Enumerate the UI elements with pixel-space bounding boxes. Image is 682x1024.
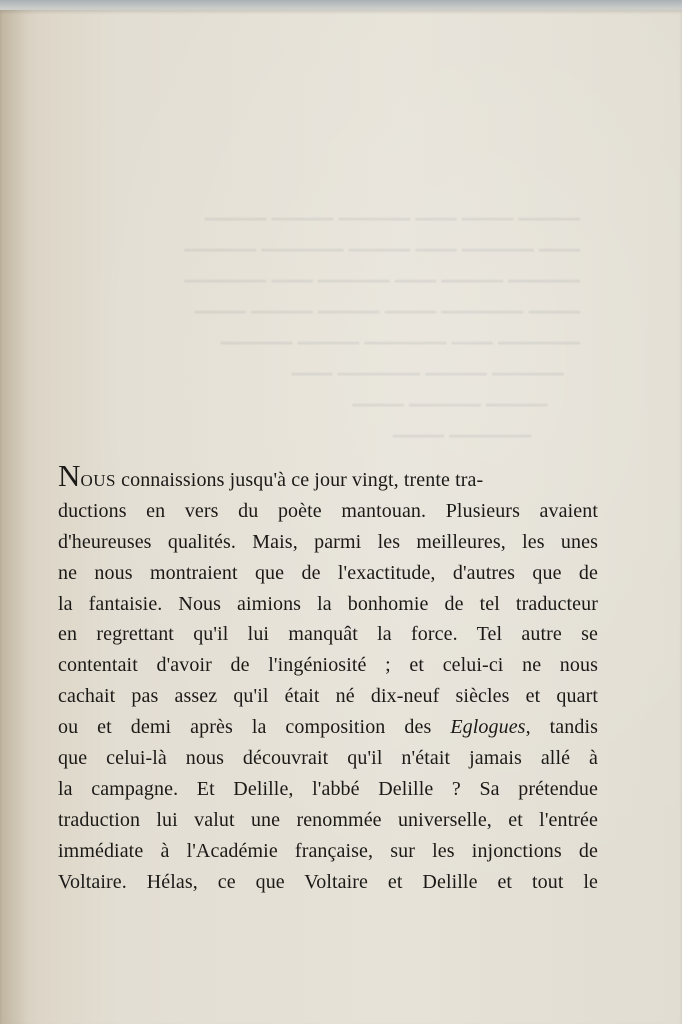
text-line-5: la fantaisie. Nous aimions la bonhomie de tel traducteur [58, 592, 598, 615]
text-line-9-end: , tandis [525, 716, 599, 739]
text-line-9-start: ou et demi après la composition des [58, 716, 451, 739]
text-line-2: ductions en vers du poète mantouan. Plusieurs avaient [58, 499, 598, 522]
small-caps-word: OUS [80, 471, 117, 490]
text-line-7: contentait d'avoir de l'ingéniosité ; et celui-ci ne nous [58, 654, 598, 677]
text-line-1 [58, 458, 598, 496]
text-line-14: Voltaire. Hélas, ce que Voltaire et Delille et tout le [58, 870, 598, 893]
show-through-text: ━━━━━━ ━━━━━ ━━━━ ━━━━━━━ ━━━━━━ ━━━━━━ ━━━━ ━━━━━━━ ━━━━ ━━━━━━ ━━━━━━━━ ━━━━━━━ ━━━━━━━ ━━━━━━ ━━━━ ━━━━━━━ ━━━━ ━━━━━━━━ ━━━━━ ━━━━━━━━ ━━━━━ ━━━━━━ ━━━━━━ ━━━━━ ━━━━━━━━ ━━━━ ━━━━━━━━ ━━━━━━ ━━━━━━━ ━━━━━━━ ━━━━━━ ━━━━━━━━ ━━━━ ━━━━━━ ━━━━━━━ ━━━━━ ━━━━━━━━ ━━━━━ [184, 210, 580, 447]
text-line-4: ne nous montraient que de l'exactitude, d'autres que de [58, 561, 598, 584]
body-paragraph [58, 458, 599, 897]
text-line-1-rest: connaissions jusqu'à ce jour vingt, trente tra- [116, 469, 484, 491]
text-line-3: d'heureuses qualités. Mais, parmi les meilleures, les unes [58, 530, 598, 553]
drop-capital: N [58, 458, 81, 493]
book-title-eglogues: Eglogues [450, 716, 526, 739]
text-line-13: immédiate à l'Académie française, sur les injonctions de [58, 839, 598, 862]
text-line-8: cachait pas assez qu'il était né dix-neuf siècles et quart [58, 685, 598, 708]
book-page [0, 10, 682, 1024]
page-gutter-shadow [0, 10, 28, 1024]
text-line-11: la campagne. Et Delille, l'abbé Delille ? Sa prétendue [58, 777, 598, 800]
text-line-9 [58, 712, 598, 743]
text-line-10: que celui-là nous découvrait qu'il n'était jamais allé à [58, 747, 598, 770]
text-line-6: en regrettant qu'il lui manquât la force. Tel autre se [58, 623, 598, 646]
text-line-12: traduction lui valut une renommée universelle, et l'entrée [58, 808, 598, 831]
